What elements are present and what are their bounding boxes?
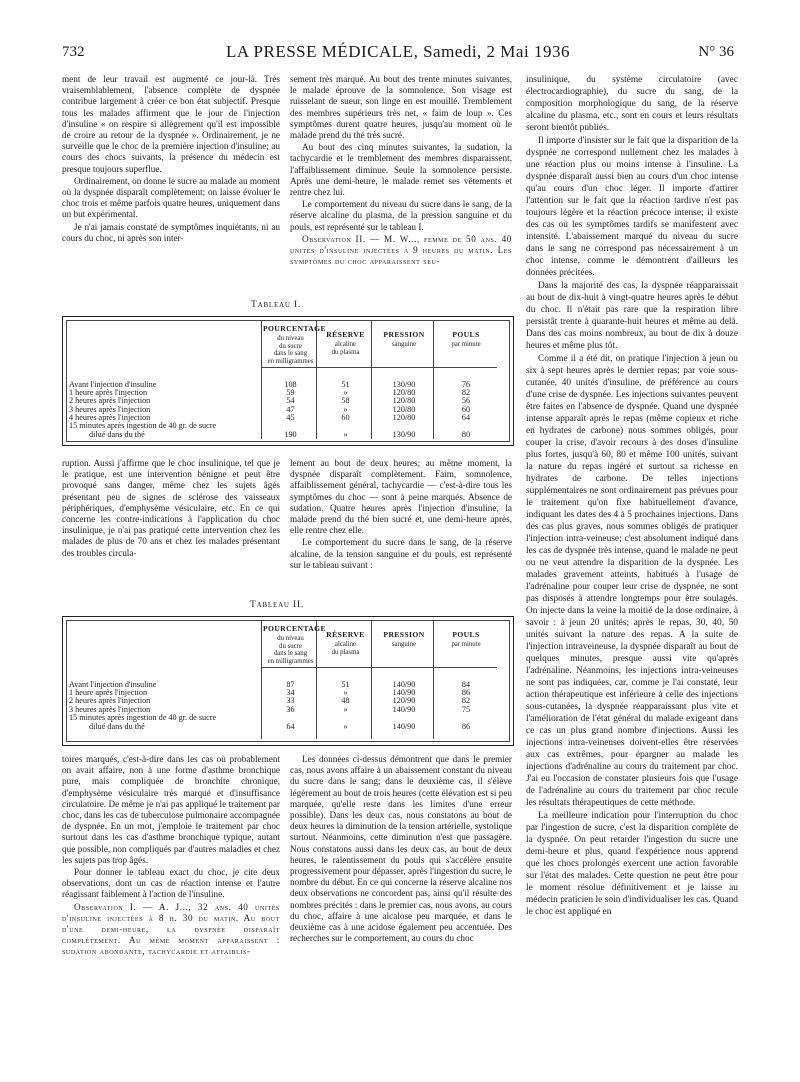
- table-cell-pulse: 80: [461, 430, 471, 439]
- table-cell-sugar: 190: [284, 430, 297, 439]
- table-row-label: Avant l'injection d'insuline: [69, 680, 157, 689]
- column-mid-left: [62, 458, 280, 590]
- table-row-label: 15 minutes après ingestion de 40 gr. de sucre: [69, 421, 217, 430]
- table-cell-sugar: 34: [286, 688, 295, 698]
- table-cell-reserve: 48: [341, 696, 350, 706]
- table-header-line: RÉSERVE: [326, 330, 365, 339]
- table-row-label: 2 heures après l'injection: [69, 396, 151, 406]
- table-column-divider: [261, 621, 262, 739]
- table-cell-reserve: »: [343, 388, 348, 398]
- table-header-line: POURCENTAGE: [263, 624, 326, 633]
- table-cell-reserve: 58: [341, 396, 350, 406]
- table-header-line: alcaline: [334, 640, 357, 648]
- table-row-label: dilué dans du thé: [89, 430, 145, 439]
- table-header-sugar: [263, 324, 326, 366]
- paragraph: Dans la majorité des cas, la dyspnée réapparaissait au bout de dix-huit à vingt-quatre heures après le début du choc. Il n'était pas rare que la respiration libre persistât trente à quarante-huit heures et même au delà. Dans des cas moins nombreux, au bout de dix à douze heures et même plus tôt.: [526, 281, 738, 351]
- table-header-line: du niveau: [277, 634, 304, 642]
- table-cell-pulse: 75: [461, 704, 471, 714]
- table-header-line: dans le sang: [273, 350, 308, 358]
- column-bottom-middle: [290, 754, 512, 1054]
- paragraph: Le comportement du sucre dans le sang, de la réserve alcaline, de la tension sanguine et du pouls, est représenté sur le tableau suivant :: [290, 537, 512, 570]
- page-header: [62, 42, 734, 64]
- table-header-pressure: [373, 331, 435, 349]
- table-header-pulse: [435, 331, 497, 349]
- table-cell-reserve: 51: [341, 680, 350, 689]
- table-header-line: RÉSERVE: [326, 630, 365, 639]
- paragraph: Les données ci-dessus démontrent que dans le premier cas, nous avons affaire à un abaissement constant du niveau du sucre dans le sang; dans le deuxième cas, il s'élève légèrement au bout de trois heures (cette élévation est si peu marquée, qu'elle reste dans les limites d'une erreur possible). Dans les deux cas, nous constatons au bout de deux heures la diminution de la tension artérielle, systolique surtout. Néanmoins, cette diminution n'est que passagère. Nous constatons aussi dans les deux cas, au bout de deux heures, le ralentissement du pouls qui s'accélère ensuite progressivement pour dépasser, après l'ingestion du sucre, le nombre du début. En ce qui concerne la réserve alcaline nos deux observations ne concordent pas, ainsi qu'il résulte des nombres précités : dans le premier cas, nous avons, au cours du choc, affaire à une alcalose peu marquée, et dans le deuxième cas à une acidose également peu accentuée. Des recherches sur le comportement, au cours du choc: [290, 754, 512, 944]
- table-cell-pulse: 82: [461, 696, 471, 706]
- paragraph: Ordinairement, on donne le sucre au malade au moment où la dyspnée disparaît complètement; on laisse évoluer le choc trois et même parfois quatre heures, uniquement dans un but expérimental.: [62, 175, 280, 220]
- paragraph: ment de leur travail est augmenté ce jour-là. Très vraisemblablement, l'absence complète de dyspnée contribue largement à créer ce bon état subjectif. Presque tous les malades affirment que le jour de l'injection d'insuline « on respire si allègrement qu'il est impossible de croire au retour de la dyspnée ». Ordinairement, je ne surveille que le choc de la première injection d'insuline; au cours des chocs suivants, la présence du médecin est presque toujours superflue.: [62, 74, 280, 174]
- page-number: 732: [62, 44, 85, 60]
- table-header-rule: [261, 667, 497, 668]
- table-header-rule: [261, 367, 497, 368]
- table-cell-pressure: 130/90: [392, 380, 416, 389]
- paragraph: Je n'ai jamais constaté de symptômes inquiétants, ni au cours du choc, ni après son inter-: [62, 221, 280, 243]
- paragraph: lement au bout de deux heures; au même moment, la dyspnée disparaît complètement. Faim, somnolence, affaiblissement général, tachycardie — c'est-à-dire tous les symptômes du choc — sont à peine marqués. Absence de sudation. Quatre heures après l'injection d'insuline, la malade prend du thé bien sucré et, une demi-heure après, elle rentre chez elle.: [290, 458, 512, 536]
- table-header-line: par minute: [451, 640, 481, 648]
- table-cell-pulse: 86: [461, 721, 471, 731]
- column-bottom-left: [62, 754, 280, 1054]
- table-cell-pulse: 64: [461, 412, 471, 422]
- table-row-label: 4 heures après l'injection: [69, 412, 151, 422]
- table-header-line: du plasma: [331, 348, 360, 356]
- table-cell-reserve: »: [343, 404, 348, 414]
- table-cell-reserve: »: [343, 688, 348, 698]
- table-cell-pressure: 130/90: [392, 430, 416, 439]
- table-header-line: en milligrammes: [267, 358, 314, 366]
- table-header-line: du plasma: [331, 648, 360, 656]
- table-header-line: PRESSION: [383, 330, 425, 339]
- table-cell-sugar: 87: [286, 680, 295, 689]
- table-row-label: 15 minutes après ingestion de 40 gr. de sucre: [69, 712, 217, 722]
- table2-caption: Tableau II.: [250, 600, 305, 610]
- table-cell-reserve: »: [343, 721, 348, 731]
- table-cell-pulse: 76: [461, 380, 471, 389]
- table-header-line: du niveau: [277, 334, 304, 342]
- table-header-line: POULS: [452, 630, 480, 639]
- table-header-pulse: [435, 631, 497, 649]
- paragraph: Il importe d'insister sur le fait que la disparition de la dyspnée ne correspond nullement chez les malades à une réaction plus ou moins intense à l'insuline. La dyspnée disparaît aussi bien au cours d'un choc intense qu'au cours d'un choc léger. Il importe d'attirer l'attention sur le fait que la réaction tardive n'est pas toujours légère et la réaction précoce intense; il existe des cas où les symptômes tardifs se manifestent avec intensité. L'abaissement marqué du niveau du sucre dans le sang ne correspond pas nécessairement à un choc intense, comme le démontrent d'ailleurs les données précitées.: [526, 136, 738, 278]
- column-top-left: [62, 74, 280, 292]
- table-cell-reserve: 51: [341, 380, 350, 389]
- table-cell-sugar: 54: [286, 396, 295, 406]
- column-mid-middle: [290, 458, 512, 590]
- table-row-label: 1 heure après l'injection: [69, 388, 148, 398]
- table-cell-sugar: 108: [284, 380, 297, 389]
- issue-number: N° 36: [698, 44, 734, 60]
- table-cell-pressure: 120/80: [392, 404, 416, 414]
- table-cell-pulse: 60: [461, 404, 471, 414]
- table-cell-pressure: 120/80: [392, 388, 416, 398]
- table-row-label: 3 heures après l'injection: [69, 404, 151, 414]
- table2: [62, 616, 514, 746]
- table-cell-pressure: 140/90: [392, 704, 416, 714]
- table-header-line: POURCENTAGE: [263, 324, 326, 333]
- table-cell-pulse: 86: [461, 688, 471, 698]
- table-cell-sugar: 36: [286, 704, 295, 714]
- table-header-line: par minute: [451, 340, 481, 348]
- column-right: [526, 74, 738, 1054]
- paragraph: sement très marqué. Au bout des trente minutes suivantes, le malade éprouve de la somnolence. Son visage est ruisselant de sueur, son linge en est mouillé. Tremblement des membres supérieurs très net, « faim de loup ». Ces symptômes durent quatre heures, jusqu'au moment où le malade prend du thé très sucré.: [290, 74, 512, 141]
- table-header-pressure: [373, 631, 435, 649]
- table-header-line: alcaline: [334, 340, 357, 348]
- table-header-line: du sucre: [279, 642, 302, 650]
- table-header-line: en milligrammes: [267, 658, 314, 666]
- table-cell-sugar: 33: [286, 696, 295, 706]
- table1: [62, 316, 514, 446]
- table-row-label: 1 heure après l'injection: [69, 688, 148, 698]
- table-cell-pressure: 140/90: [392, 680, 416, 689]
- table-cell-pulse: 56: [461, 396, 471, 406]
- table-cell-pulse: 84: [461, 680, 471, 689]
- table-header-line: sanguine: [391, 640, 417, 648]
- table-row-label: 2 heures après l'injection: [69, 696, 151, 706]
- table-cell-pressure: 120/80: [392, 396, 416, 406]
- paragraph: insulinique, du système circulatoire (avec électrocardiographie), du sucre du sang, de la composition morphologique du sang, de la réserve alcaline du plasma, etc., sont en cours et leurs résultats seront bientôt publiés.: [526, 75, 738, 133]
- table-cell-reserve: 60: [341, 412, 350, 422]
- table-column-divider: [261, 321, 262, 439]
- table-cell-pressure: 120/80: [392, 412, 416, 422]
- paragraph: Le comportement du niveau du sucre dans le sang, de la réserve alcaline du plasma, de la pression sanguine et du pouls, est représenté sur le tableau I.: [290, 199, 512, 232]
- table-header-reserve: [318, 631, 373, 656]
- paragraph: Pour donner le tableau exact du choc, je cite deux observations, dont un cas de réaction intense et l'autre réagissant faiblement à l'action de l'insuline.: [62, 867, 280, 900]
- table-header-line: du sucre: [279, 342, 302, 350]
- table-cell-sugar: 64: [286, 721, 295, 731]
- table-cell-pressure: 140/90: [392, 688, 416, 698]
- table-row-label: dilué dans du thé: [89, 721, 145, 731]
- table-cell-sugar: 47: [286, 404, 295, 414]
- table-cell-pressure: 140/90: [392, 721, 416, 731]
- table-cell-pressure: 120/90: [392, 696, 416, 706]
- table-header-line: PRESSION: [383, 630, 425, 639]
- table-cell-sugar: 59: [286, 388, 295, 398]
- table-header-line: POULS: [452, 330, 480, 339]
- table-row-label: Avant l'injection d'insuline: [69, 380, 157, 389]
- table-cell-reserve: »: [343, 704, 348, 714]
- journal-title: LA PRESSE MÉDICALE, Samedi, 2 Mai 1936: [226, 42, 570, 61]
- paragraph: Observation I. — A. J..., 32 ans. 40 unités d'insuline injectées à 8 h. 30 du matin. Au bout d'une demi-heure, la dyspnée disparaît complètement. Au même moment apparaissent : sudation abondante, tachycardie et affaiblis-: [62, 901, 280, 957]
- paragraph: Au bout des cinq minutes suivantes, la sudation, la tachycardie et le tremblement des membres disparaissent, l'affaiblissement diminue. Seule la somnolence persiste. Après une demi-heure, le malade remet ses vêtements et rentre chez lui.: [290, 142, 512, 198]
- column-top-middle: [290, 74, 512, 292]
- table-header-reserve: [318, 331, 373, 356]
- table-cell-pulse: 82: [461, 388, 471, 398]
- paragraph: toires marqués, c'est-à-dire dans les cas où probablement on avait affaire, non à une forme d'asthme bronchique pure, mais compliquée de bronchite chronique, d'emphysème vésiculaire très marqué et d'insuffisance circulatoire. De même je n'ai pas appliqué le traitement par choc, dans les cas de tuberculose pulmonaire accompagnée de dyspnée. En un mot, j'emploie le traitement par choc surtout dans les cas d'asthme bronchique typique, autant que possible, non compliqués par d'autres maladies et chez les sujets pas trop âgés.: [62, 754, 280, 865]
- table-header-line: dans le sang: [273, 650, 308, 658]
- table1-caption: Tableau I.: [251, 300, 302, 310]
- table-cell-reserve: »: [343, 430, 348, 439]
- table-header-sugar: [263, 624, 326, 666]
- table-header-line: sanguine: [391, 340, 417, 348]
- paragraph: Observation II. — M. W..., femme de 50 ans. 40 unités d'insuline injectées à 9 heures du matin. Les symptômes du choc apparaissent seu-: [290, 233, 512, 267]
- paragraph: ruption. Aussi j'affirme que le choc insulinique, tel que je le pratique, est une intervention bénigne et peut être provoqué sans danger, même chez les sujets âgés présentant peu de signes de sclérose des vaisseaux périphériques, d'emphysème vésiculaire, etc. En ce qui concerne les contre-indications à l'application du choc insulinique, je n'ai pas pratiqué cette intervention chez les malades de plus de 70 ans et chez les malades présentant des troubles circula-: [62, 458, 280, 558]
- paragraph: La meilleure indication pour l'interruption du choc par l'ingestion de sucre, c'est la disparition complète de la dyspnée. On peut retarder l'ingestion du sucre une demi-heure et plus, quand l'expérience nous apprend que les chocs prolongés exercent une action favorable sur l'état des malades. Cette question ne peut être pour le moment résolue définitivement et je laisse au médecin praticien le soin d'individualiser les cas. Quand le choc est appliqué en: [526, 811, 738, 917]
- table-row-label: 3 heures après l'injection: [69, 704, 151, 714]
- paragraph: Comme il a été dit, on pratique l'injection à jeun ou six à sept heures après le dernier repas; par voie sous-cutanée, 40 unités d'insuline, de préférence au cours d'une crise de dyspnée. Les injections suivantes peuvent être faites en l'absence de dyspnée. Quand une dyspnée intense apparaît après le repas (même copieux et riche en hydrates de carbone) nous sommes obligés, pour couper la crise, d'avoir recours à des doses d'insuline plus fortes, jusqu'à 60, 80 et même 100 unités, suivant la nature du repas ingéré et surtout sa richesse en hydrates de carbone. De telles injections supplémentaires ne sont ordinairement pas prévues pour le traitement qu'on fixe habituellement d'avance, indiquant les dates des 4 à 5 prochaines injections. Dans des cas plus graves, nous sommes obligés de pratiquer l'injection intra-veineuse; c'est absolument indiqué dans les cas de dyspnée très intense, quand le malade ne peut ou ne veut attendre la disparition de la dyspnée. Les malades gravement atteints, habitués à l'usage de l'adrénaline pour couper leur crise de dyspnée, ne sont pas disposés à attendre longtemps pour être soulagés. On injecte dans la veine la moitié de la dose ordinaire, à savoir : à jeun 20 unités; après le repas, 30, 40, 50 unités suivant la nature des repas. A la suite de l'injection intraveineuse, la dyspnée disparaît au bout de quelques minutes, presque aussi vite qu'après l'adrénaline. Néanmoins, les injections intra-veineuses ne sont pas indiquées, car, comme je l'ai constaté, leur action thérapeutique est inférieure à celle des injections sous-cutanées, la dyspnée réapparaissant plus vite et l'amélioration de l'état général du malade exigeant dans ce cas un plus grand nombre d'injections. Aussi les injections intra-veineuses doivent-elles être réservées aux cas extrêmes, pour épargner au malade les injections d'adrénaline au cours du traitement par choc. J'ai eu l'occasion de constater plusieurs fois que l'usage de l'adrénaline au cours du traitement par choc recule les résultats thérapeutiques de cette méthode.: [526, 354, 738, 808]
- table-cell-sugar: 45: [286, 412, 295, 422]
